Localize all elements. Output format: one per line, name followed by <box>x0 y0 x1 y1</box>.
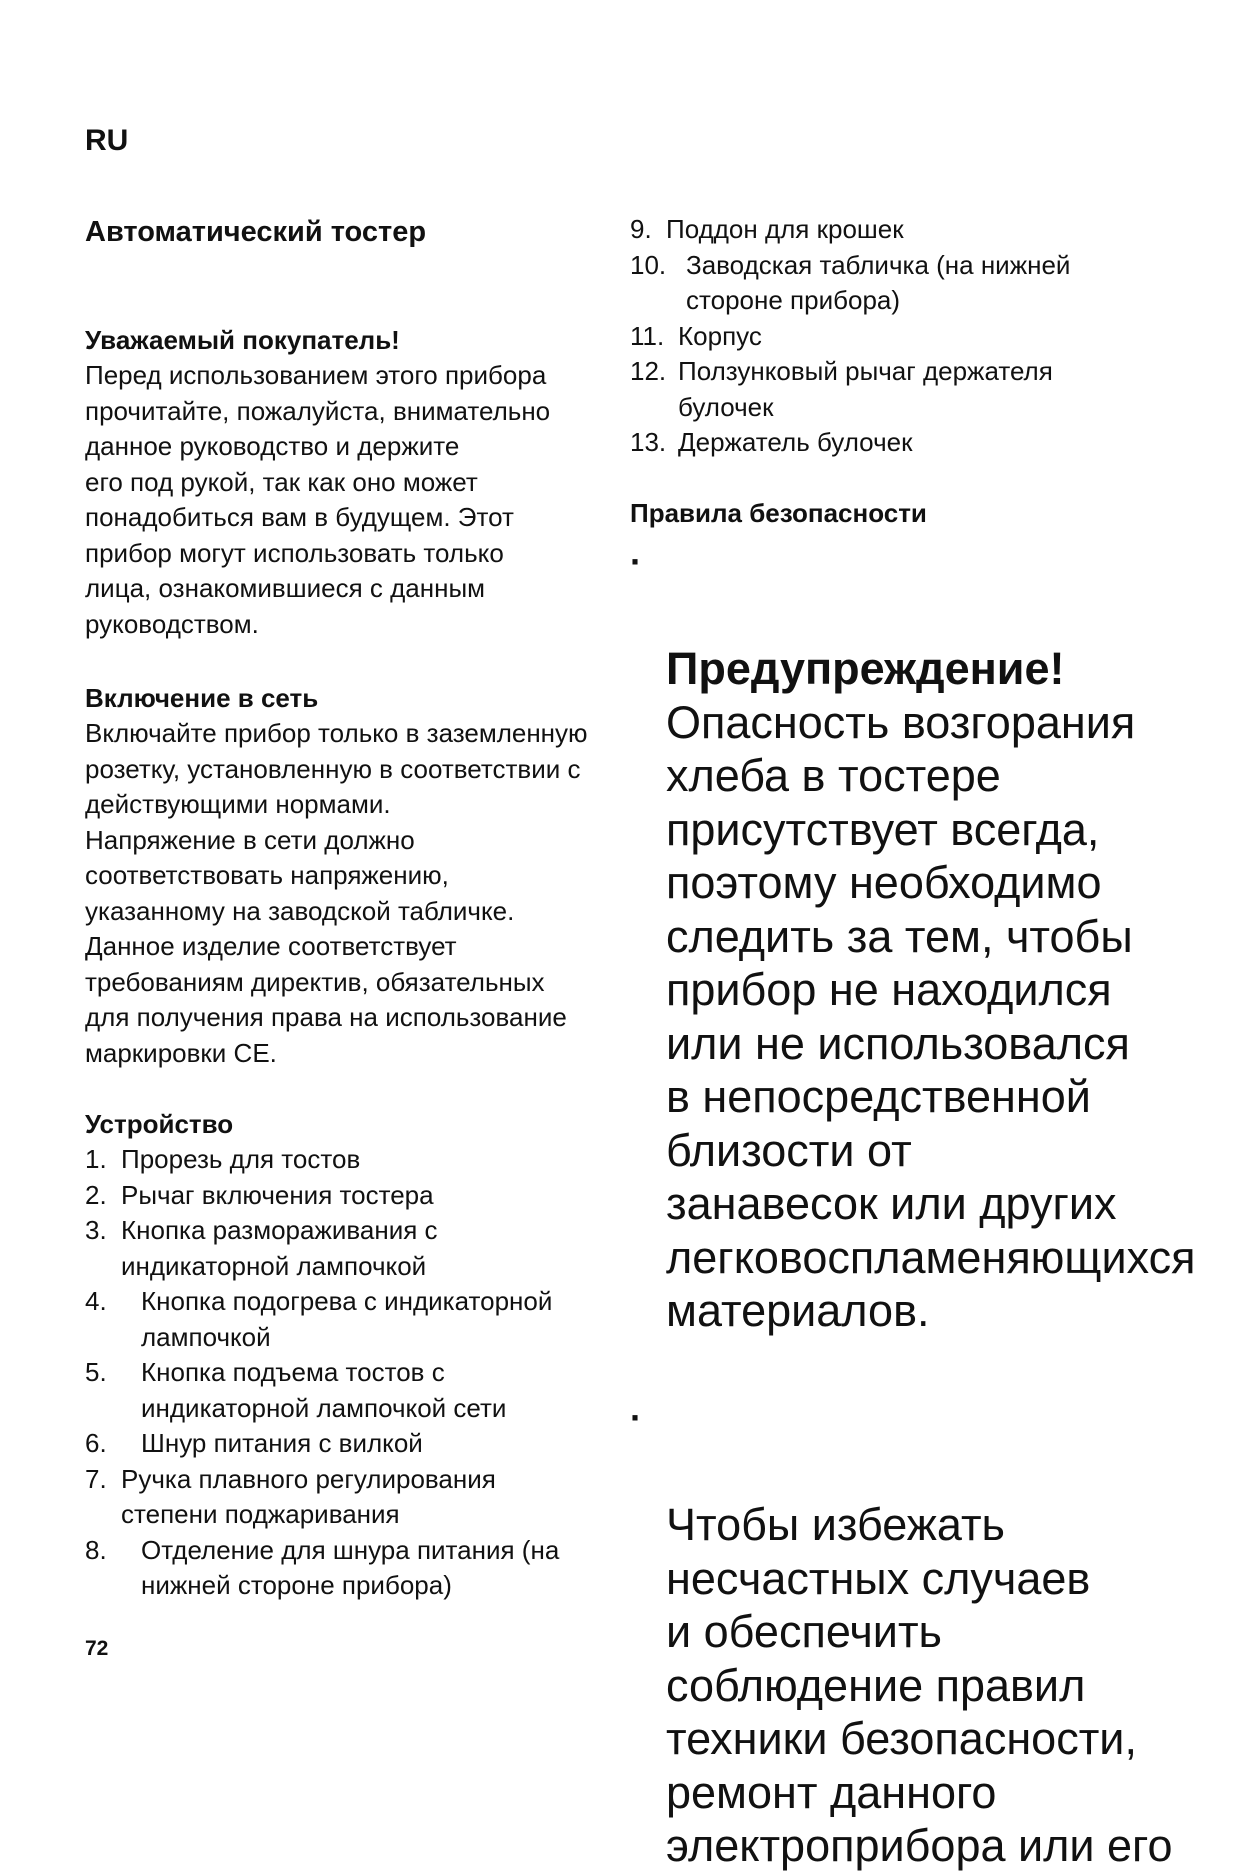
list-item-number: 7. <box>85 1463 107 1494</box>
intro-heading: Уважаемый покупатель! <box>85 325 400 355</box>
repair-text: Чтобы избежать несчастных случаев и обеспечить соблюдение правил техники безопасности, ремонт данного электроприбора или его <box>666 1499 1173 1871</box>
list-item-text: Заводская табличка (на нижней стороне прибора) <box>686 249 1071 315</box>
list-item-text: Держатель булочек <box>678 427 913 457</box>
list-item <box>85 1178 625 1214</box>
list-item-text: Ручка плавного регулирования степени поджаривания <box>121 1463 496 1529</box>
safety-item-warning <box>630 535 1220 1391</box>
list-item <box>85 1426 625 1462</box>
list-item <box>630 248 1220 319</box>
power-section <box>85 680 625 1071</box>
device-section <box>85 1106 625 1142</box>
safety-heading: Правила безопасности <box>630 498 927 528</box>
page-number: 72 <box>85 1637 109 1660</box>
warning-label: Предупреждение! <box>666 643 1065 694</box>
list-item <box>85 1533 625 1604</box>
power-heading: Включение в сеть <box>85 683 319 713</box>
device-parts-list-left <box>85 1142 625 1604</box>
list-item-number: 12. <box>630 356 667 386</box>
list-item-number: 13. <box>630 427 667 457</box>
safety-list <box>630 535 1220 1873</box>
list-item-number: 2. <box>85 1179 107 1210</box>
list-item-text: Прорезь для тостов <box>121 1144 361 1174</box>
list-item-number: 6. <box>85 1428 107 1458</box>
list-item-text: Поддон для крошек <box>666 214 904 244</box>
list-item-text: Корпус <box>678 320 762 351</box>
device-heading: Устройство <box>85 1109 234 1139</box>
list-item <box>85 1462 625 1533</box>
list-item-number: 5. <box>85 1357 107 1387</box>
list-item-number: 10. <box>630 249 667 280</box>
page-title: Автоматический тостер <box>85 216 427 248</box>
list-item-number: 9. <box>630 214 652 244</box>
bullet-icon: · <box>630 541 642 582</box>
list-item-text: Кнопка размораживания с индикаторной лампочкой <box>121 1215 438 1281</box>
intro-section <box>85 322 625 642</box>
list-item <box>85 1284 625 1355</box>
list-item-text: Рычаг включения тостера <box>121 1179 434 1210</box>
list-item-number: 8. <box>85 1534 107 1565</box>
list-item <box>85 1355 625 1426</box>
list-item-text: Кнопка подъема тостов с индикаторной лампочкой сети <box>141 1357 507 1423</box>
list-item <box>630 212 1220 248</box>
list-item-number: 4. <box>85 1286 107 1316</box>
list-item-text: Ползунковый рычаг держателя булочек <box>678 356 1053 422</box>
list-item-text: Шнур питания с вилкой <box>141 1428 423 1458</box>
language-code: RU <box>85 124 129 157</box>
list-item-number: 1. <box>85 1144 107 1174</box>
safety-item-repair <box>630 1391 1220 1873</box>
list-item <box>85 1142 625 1178</box>
intro-text: Перед использованием этого прибора прочитайте, пожалуйста, внимательно данное руководство и держите его под рукой, так как оно может понадобиться вам в будущем. Этот прибор могут использовать только лица, ознакомившиеся с данным руководством. <box>85 360 551 639</box>
list-item <box>85 1213 625 1284</box>
list-item-number: 11. <box>630 320 665 351</box>
list-item <box>630 319 1220 355</box>
list-item-text: Отделение для шнура питания (на нижней стороне прибора) <box>141 1534 560 1600</box>
device-parts-list-right <box>630 212 1220 461</box>
bullet-icon: · <box>630 1397 642 1438</box>
warning-text: Опасность возгорания хлеба в тостере присутствует всегда, поэтому необходимо следить за тем, чтобы прибор не находился или не использовался в непосредственной близости от занавесок или других легковоспламеняющихся материалов. <box>666 696 1196 1336</box>
list-item <box>630 354 1220 425</box>
list-item-number: 3. <box>85 1215 107 1245</box>
list-item-text: Кнопка подогрева с индикаторной лампочкой <box>141 1286 553 1352</box>
power-text: Включайте прибор только в заземленную розетку, установленную в соответствии с действующими нормами. Напряжение в сети должно соответствовать напряжению, указанному на заводской табличке. Данное изделие соответствует требованиям директив, обязательных для получения права на использование маркировки CE. <box>85 718 588 1068</box>
list-item <box>630 425 1220 461</box>
